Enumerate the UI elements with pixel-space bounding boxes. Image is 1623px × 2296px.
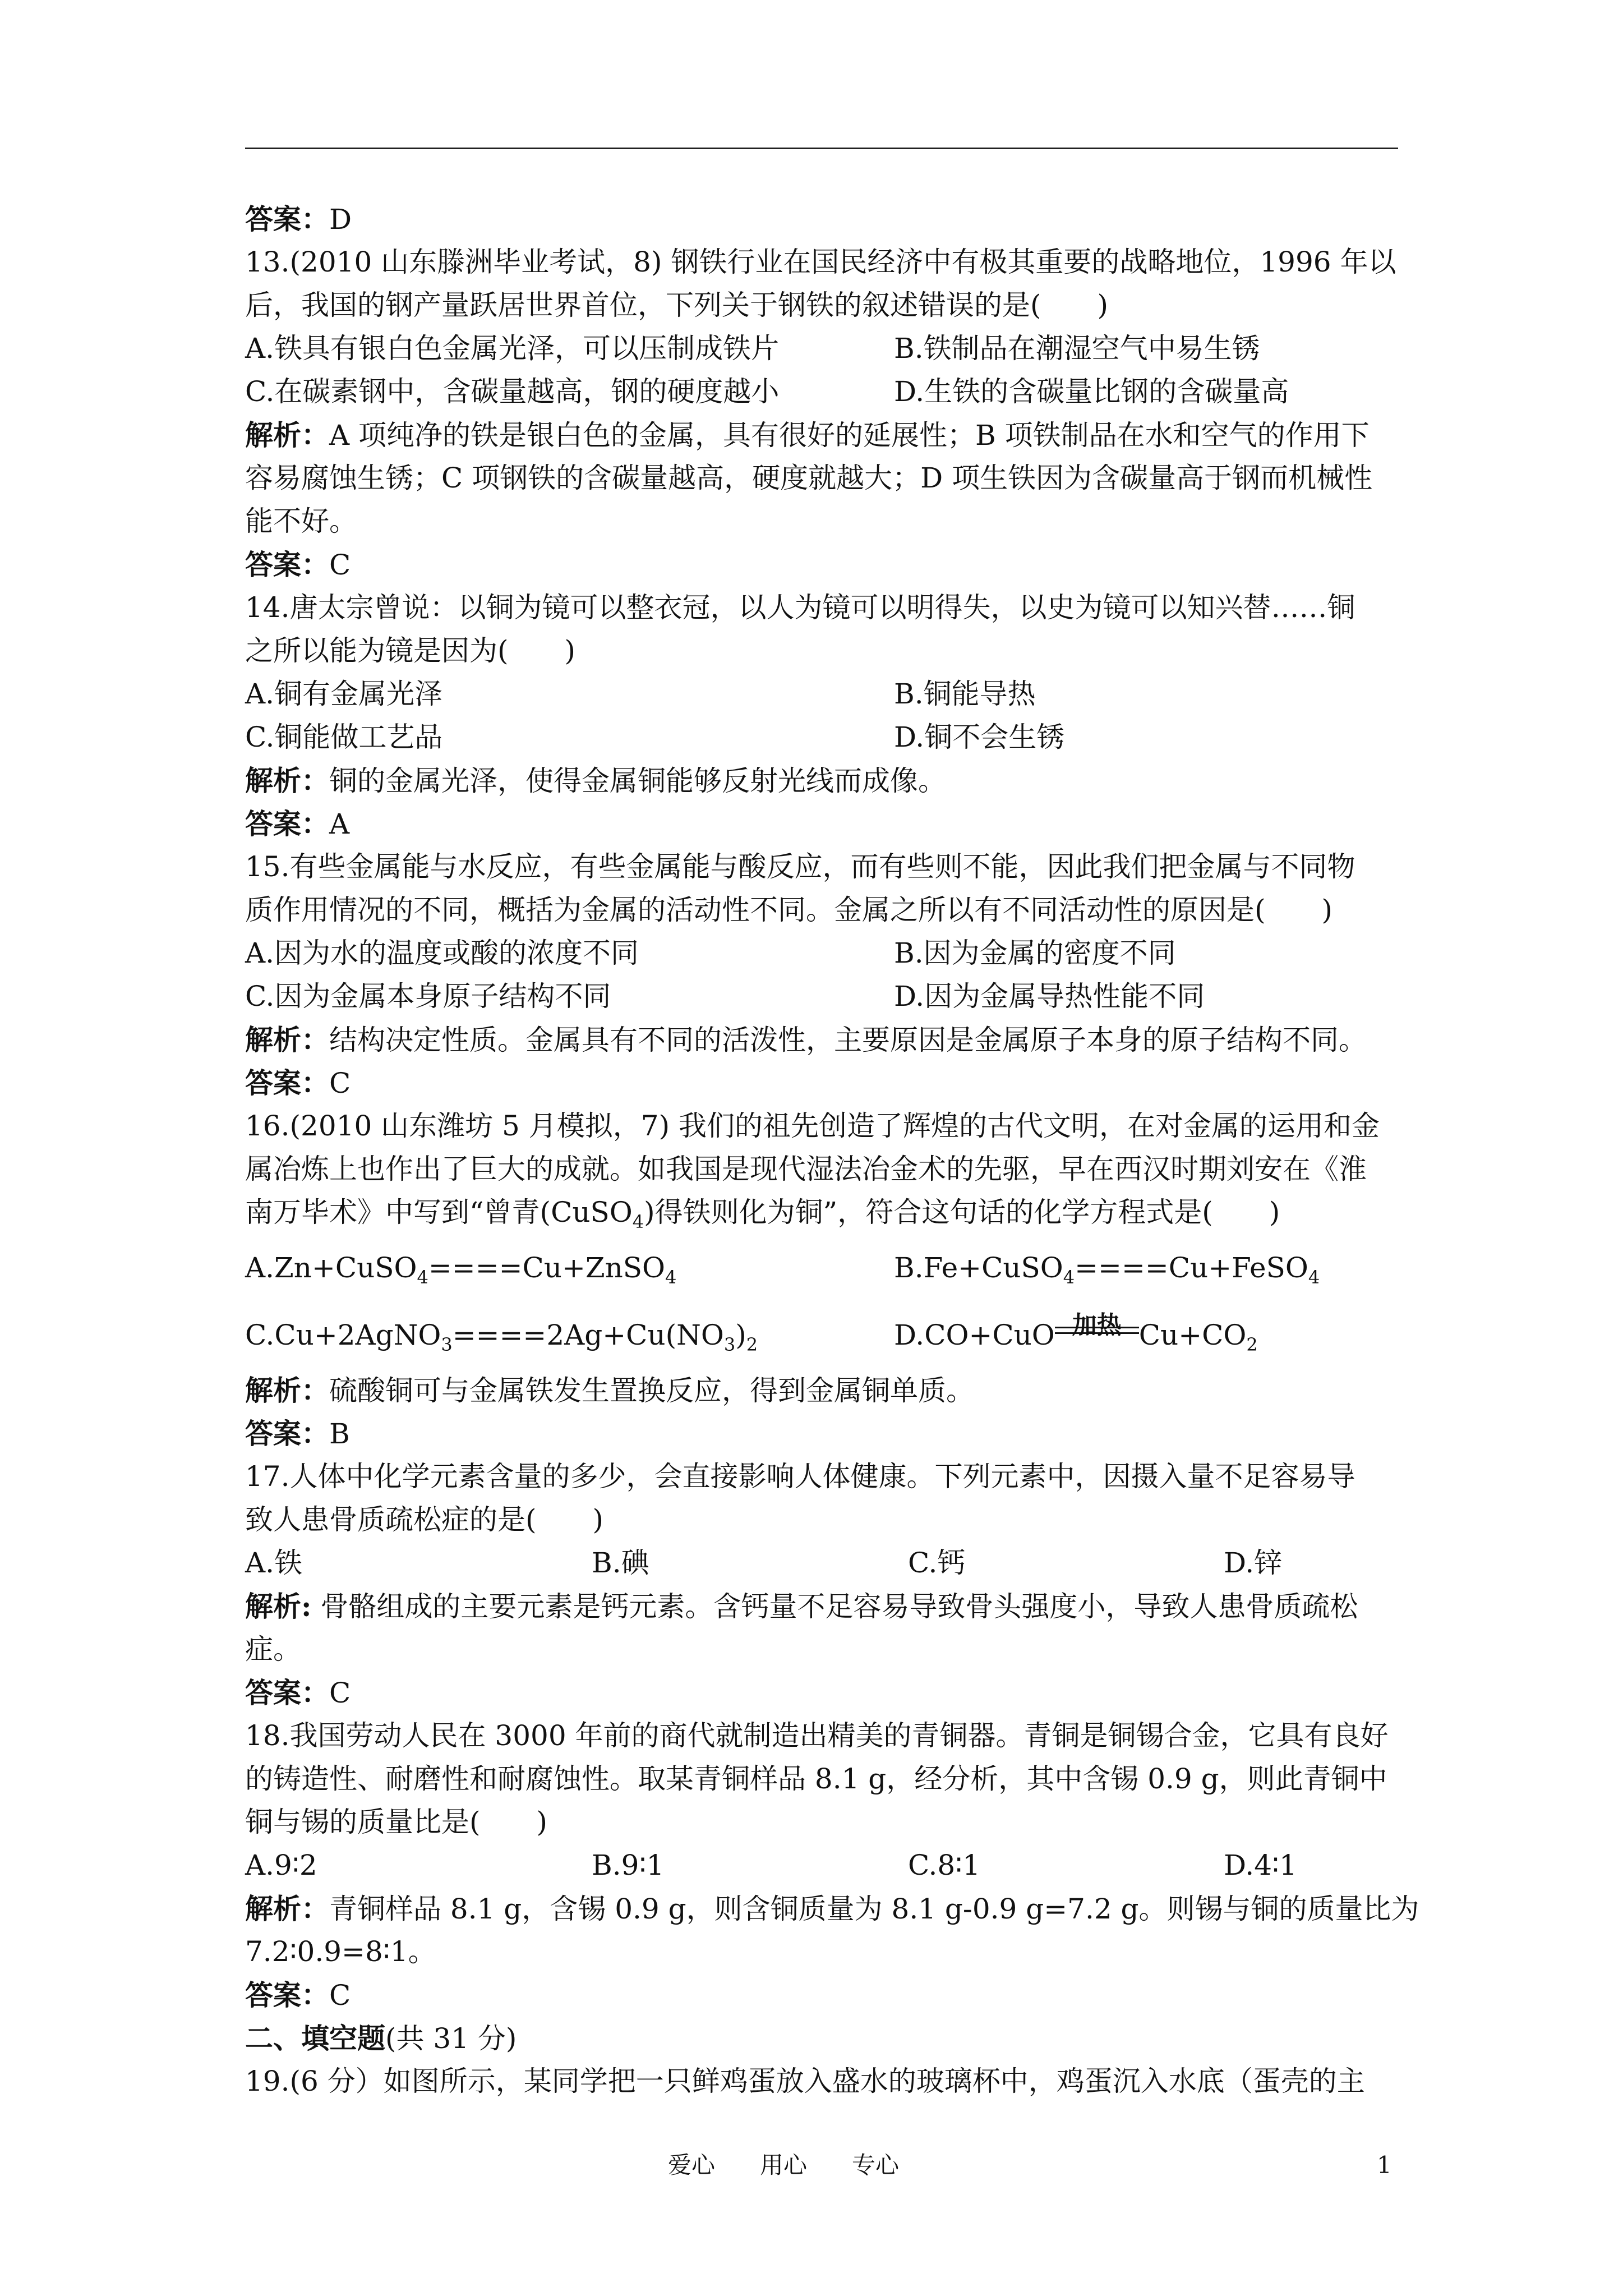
subscript: 4: [1308, 1267, 1320, 1288]
answer-line: [245, 1412, 1400, 1455]
answer-line: [245, 802, 1400, 845]
footer-text: 爱心: [668, 2151, 716, 2179]
formula-part: Cu+CO: [1138, 1319, 1247, 1351]
page-number: 1: [1377, 2151, 1392, 2179]
section-score: (共 31 分): [385, 2022, 517, 2055]
subscript: 4: [1063, 1267, 1075, 1288]
option-c: C.在碳素钢中，含碳量越高，钢的硬度越小: [245, 375, 780, 408]
option-a: A.铜有金属光泽: [245, 678, 443, 710]
header-rule: [245, 148, 1398, 149]
stem-text: )得铁则化为铜”，符合这句话的化学方程式是( ): [644, 1196, 1280, 1228]
option-c: C.8∶1: [908, 1849, 981, 1881]
option-d: D.4∶1: [1224, 1849, 1297, 1881]
option-b: B.因为金属的密度不同: [894, 937, 1176, 969]
analysis-text: 铜的金属光泽，使得金属铜能够反射光线而成像。: [329, 765, 946, 797]
subscript: 2: [1246, 1334, 1258, 1355]
equals-bar: [1055, 1332, 1139, 1334]
option-d: D.铜不会生锈: [894, 721, 1065, 753]
answer-value: C: [329, 549, 351, 581]
analysis-text: 容易腐蚀生锈；C 项钢铁的含碳量越高，硬度就越大；D 项生铁因为含碳量高于钢而机械性: [245, 462, 1373, 494]
question-14-options-ab: [245, 673, 1400, 716]
footer-text: 用心: [760, 2151, 808, 2179]
answer-label: 答案：: [245, 1676, 329, 1709]
option-d: D.生铁的含碳量比钢的含碳量高: [894, 375, 1289, 408]
option-d: [894, 1301, 1258, 1378]
question-17-stem: 17.人体中化学元素含量的多少，会直接影响人体健康。下列元素中，因摄入量不足容易导: [245, 1460, 1355, 1493]
analysis-label: 解析：: [245, 418, 329, 452]
question-15-options-cd: [245, 975, 1400, 1018]
option-c: C.因为金属本身原子结构不同: [245, 980, 611, 1013]
option-c: [245, 1301, 758, 1378]
answer-label: 答案：: [245, 548, 329, 581]
analysis-label: 解析：: [245, 1374, 329, 1407]
question-18-options: [245, 1844, 1400, 1887]
answer-label: 答案：: [245, 203, 329, 236]
option-c: C.钙: [908, 1547, 966, 1579]
formula-part: ====Cu+ZnSO: [428, 1251, 666, 1284]
question-17-stem-cont: 致人患骨质疏松症的是( ): [245, 1503, 604, 1536]
formula-part: ====2Ag+Cu(NO: [452, 1319, 724, 1351]
question-15-stem-cont: 质作用情况的不同，概括为金属的活动性不同。金属之所以有不同活动性的原因是( ): [245, 894, 1333, 926]
analysis-line: [245, 759, 1400, 802]
answer-line: [245, 197, 1400, 241]
option-b: B.9∶1: [592, 1849, 665, 1881]
question-19-stem: [245, 2060, 1400, 2103]
question-13-options-ab: [245, 327, 1400, 370]
subscript: 4: [632, 1211, 644, 1232]
analysis-line: [245, 1887, 1419, 1930]
subscript: 2: [746, 1334, 758, 1355]
question-16-stem-cont: [245, 1191, 1400, 1234]
document-body: [245, 197, 1419, 2103]
stem-text: 南万毕术》中写到“曾青(CuSO: [245, 1196, 633, 1228]
option-a: A.9∶2: [245, 1849, 317, 1881]
answer-value: C: [329, 1067, 351, 1099]
subscript: 4: [665, 1267, 677, 1288]
question-13-options-cd: [245, 370, 1400, 413]
answer-label: 答案：: [245, 1066, 329, 1099]
subscript: 3: [441, 1334, 453, 1355]
question-18-stem: 18.我国劳动人民在 3000 年前的商代就制造出精美的青铜器。青铜是铜锡合金，它具有良好: [245, 1719, 1389, 1752]
analysis-text: A 项纯净的铁是银白色的金属，具有很好的延展性；B 项铁制品在水和空气的作用下: [329, 419, 1370, 452]
analysis-label: 解析：: [245, 1023, 329, 1056]
section-heading: [245, 2017, 1400, 2060]
question-13-stem: 13.(2010 山东滕洲毕业考试，8) 钢铁行业在国民经济中有极其重要的战略地位，1996 年以: [245, 246, 1396, 278]
subscript: 3: [723, 1334, 736, 1355]
answer-line: [245, 543, 1400, 586]
subscript: 4: [417, 1267, 428, 1288]
answer-label: 答案：: [245, 1417, 329, 1450]
option-a: [245, 1234, 676, 1311]
option-a: A.铁具有银白色金属光泽，可以压制成铁片: [245, 332, 780, 365]
question-13-stem-cont: 后，我国的钢产量跃居世界首位，下列关于钢铁的叙述错误的是( ): [245, 289, 1109, 321]
answer-value: D: [329, 203, 352, 236]
equals-bar: [1055, 1327, 1139, 1328]
option-d: D.锌: [1224, 1547, 1283, 1579]
option-c: C.铜能做工艺品: [245, 721, 443, 753]
page-footer: [668, 2148, 899, 2182]
analysis-text: 能不好。: [245, 505, 357, 537]
formula-part: ): [735, 1319, 746, 1351]
answer-value: C: [329, 1677, 351, 1709]
analysis-line: [245, 1018, 1400, 1061]
option-a: A.铁: [245, 1547, 303, 1579]
analysis-text: 青铜样品 8.1 g，含锡 0.9 g，则含铜质量为 8.1 g-0.9 g=7.2 g。则锡与铜的质量比为: [329, 1893, 1419, 1925]
answer-value: B: [329, 1418, 350, 1450]
formula-part: C.Cu+2AgNO: [245, 1319, 441, 1351]
analysis-text: 症。: [245, 1633, 301, 1665]
question-14-stem: 14.唐太宗曾说：以铜为镜可以整衣冠，以人为镜可以明得失，以史为镜可以知兴替……铜: [245, 591, 1355, 624]
question-16-options-cd: [245, 1301, 1400, 1369]
answer-value: A: [329, 808, 350, 840]
answer-line: [245, 1061, 1400, 1105]
formula-part: ====Cu+FeSO: [1075, 1251, 1308, 1284]
question-18-stem-cont: 的铸造性、耐磨性和耐腐蚀性。取某青铜样品 8.1 g，经分析，其中含锡 0.9 g，则此青铜中: [245, 1763, 1387, 1795]
question-14-options-cd: [245, 716, 1400, 759]
formula-part: B.Fe+CuSO: [894, 1251, 1063, 1284]
question-16-stem: 16.(2010 山东潍坊 5 月模拟，7) 我们的祖先创造了辉煌的古代文明，在对金属的运用和金: [245, 1110, 1380, 1142]
analysis-text: 7.2∶0.9=8∶1。: [245, 1935, 436, 1968]
analysis-line: [245, 1585, 1400, 1628]
question-18-stem-cont: 铜与锡的质量比是( ): [245, 1806, 548, 1838]
analysis-text: 硫酸铜可与金属铁发生置换反应，得到金属铜单质。: [329, 1374, 974, 1407]
heating-condition-arrow: [1055, 1311, 1139, 1350]
analysis-line: [245, 413, 1400, 457]
question-15-options-ab: [245, 932, 1400, 975]
answer-line: [245, 1671, 1400, 1714]
question-14-stem-cont: 之所以能为镜是因为( ): [245, 634, 576, 667]
stem-text: 如图所示，某同学把一只鲜鸡蛋放入盛水的玻璃杯中，鸡蛋沉入水底（蛋壳的主: [383, 2065, 1365, 2097]
heating-label: 加热: [1072, 1311, 1122, 1340]
option-d: D.因为金属导热性能不同: [894, 980, 1205, 1013]
analysis-label: 解析：: [245, 764, 329, 797]
question-number: 19.(6 分）: [245, 2065, 384, 2097]
answer-value: C: [329, 1979, 351, 2012]
formula-part: D.CO+CuO: [894, 1319, 1055, 1351]
option-b: B.碘: [592, 1547, 649, 1579]
option-b: B.铁制品在潮湿空气中易生锈: [894, 332, 1260, 365]
question-15-stem: 15.有些金属能与水反应，有些金属能与酸反应，而有些则不能，因此我们把金属与不同物: [245, 850, 1355, 883]
formula-part: A.Zn+CuSO: [245, 1251, 417, 1284]
analysis-label: 解析：: [245, 1892, 329, 1925]
analysis-label: 解析:: [245, 1590, 312, 1623]
option-b: B.铜能导热: [894, 678, 1036, 710]
question-16-options-ab: [245, 1234, 1400, 1301]
answer-label: 答案：: [245, 807, 329, 840]
question-17-options: [245, 1542, 1400, 1585]
analysis-text: 骨骼组成的主要元素是钙元素。含钙量不足容易导致骨头强度小，导致人患骨质疏松: [311, 1590, 1358, 1623]
option-a: A.因为水的温度或酸的浓度不同: [245, 937, 639, 969]
analysis-text: 结构决定性质。金属具有不同的活泼性，主要原因是金属原子本身的原子结构不同。: [329, 1024, 1367, 1056]
section-title: 二、填空题: [245, 2022, 385, 2055]
answer-label: 答案：: [245, 1978, 329, 2012]
answer-line: [245, 1973, 1400, 2017]
footer-text: 专心: [852, 2151, 900, 2179]
question-16-stem-cont: 属冶炼上也作出了巨大的成就。如我国是现代湿法冶金术的先驱，早在西汉时期刘安在《淮: [245, 1153, 1367, 1185]
